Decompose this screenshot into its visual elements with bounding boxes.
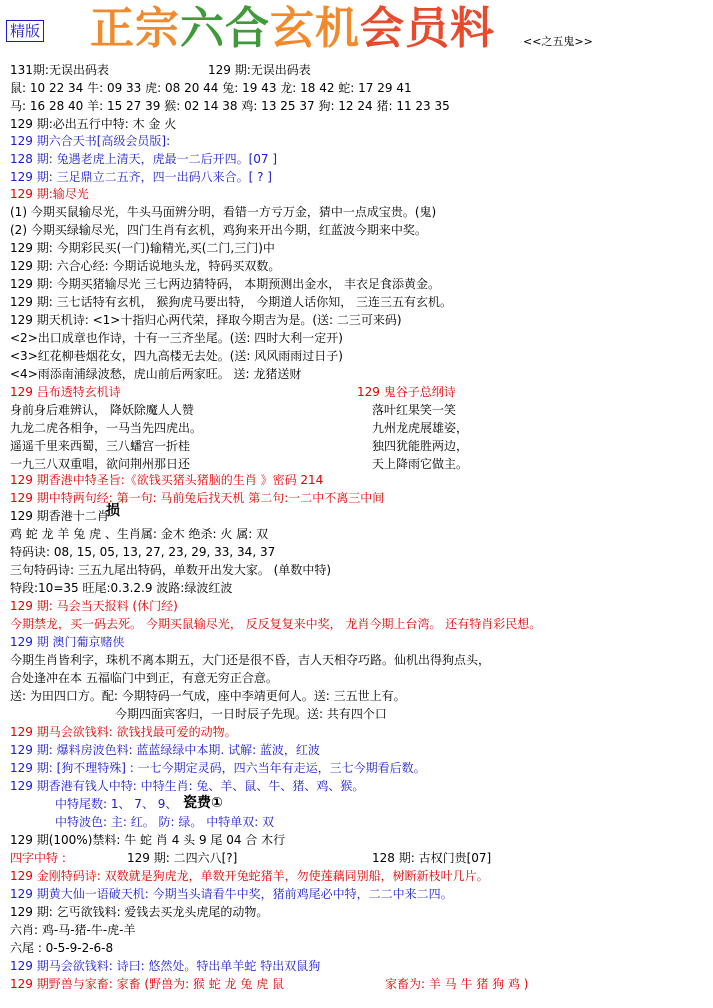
text-line-l17: <3>红花柳巷烟花女，四九高楼无去处。(送: 风风雨雨过日子) — [10, 349, 343, 363]
poem-left-title: 129 吕布透特玄机诗 — [10, 385, 121, 399]
text-line-m22c: 128 期: 古权门贵[07] — [372, 851, 492, 865]
text-line-l10: (2) 今期买绿输尽光，四门生肖有玄机，鸡狗来开出今期，红蓝波今期来中奖。 — [10, 223, 427, 237]
handwritten-mark: 瓷费① — [183, 795, 223, 811]
text-line-m12: 合处逢冲在本 五福临门中到正，有意无穷正合意。 — [10, 671, 278, 685]
text-line-m22b: 129 期: 二四六八[?] — [127, 851, 238, 865]
text-line-m04: 鸡 蛇 龙 羊 兔 虎 、生肖属: 金木 绝杀: 火 属: 双 — [10, 527, 269, 541]
poem-right-line: 独四犹能胜两边， — [372, 439, 469, 453]
text-line-m17: 129 期: [狗不理特殊] : 一七今期定灵码，四六当年有走运，三七今期看后数。 — [10, 761, 426, 775]
header — [0, 0, 713, 60]
text-line-m19: 中特尾数: 1、 7、 9、 — [55, 797, 178, 811]
text-line-l16: <2>出口成章也作诗，十有一三齐坐尾。(送: 四时大利一定开) — [10, 331, 343, 345]
text-line-m21: 129 期(100%)禁料: 牛 蛇 肖 4 头 9 尾 04 合 木行 — [10, 833, 286, 847]
text-line-m13: 送: 为田四口方。配: 今期特码一气成，座中李靖更何人。送: 三五世上有。 — [10, 689, 406, 703]
text-line-m27: 六尾 : 0-5-9-2-6-8 — [10, 941, 114, 955]
poem-left-line: 遥遥千里来西蜀，三八蟠宫一折桂 — [10, 439, 191, 453]
text-line-l11: 129 期: 今期彩民买(一门)输精光,买(二门,三门)中 — [10, 241, 275, 255]
text-line-m02: 129 期中特两句经: 第一句: 马前兔后找天机 第二句:一二中不离三中间 — [10, 491, 385, 505]
text-line-l15: 129 期天机诗: <1>十指归心两代荣，择取今期吉为是。(送: 二三可来码) — [10, 313, 402, 327]
poem-right-line: 落叶红果笑一笑 — [372, 403, 457, 417]
subtitle: <<之五鬼>> — [523, 35, 593, 48]
text-line-l01: 131期:无误出码表 — [10, 63, 109, 77]
text-line-l01b: 129 期:无误出码表 — [208, 63, 311, 77]
text-line-m18: 129 期香港有钱人中特: 中特生肖: 兔、羊、鼠、牛、猪、鸡、猴。 — [10, 779, 365, 793]
text-line-m05: 特码诀: 08, 15, 05, 13, 27, 23, 29, 33, 34, 37 — [10, 545, 276, 559]
text-line-l02: 鼠: 10 22 34 牛: 09 33 虎: 08 20 44 兔: 19 43 龙: 18 42 蛇: 17 29 41 — [10, 81, 412, 95]
text-line-l09: (1) 今期买鼠输尽光，牛头马面辨分明，看错一方亏万金，猜中一点成宝贵。(鬼) — [10, 205, 437, 219]
text-line-l03: 马: 16 28 40 羊: 15 27 39 猴: 02 14 38 鸡: 13 25 37 狗: 12 24 猪: 11 23 35 — [10, 99, 450, 113]
text-line-m26: 六肖: 鸡-马-猪-牛-虎-羊 — [10, 923, 136, 937]
text-line-l14: 129 期: 三七话特有玄机， 猴狗虎马要出特， 今期道人话你知， 三连三五有玄机。 — [10, 295, 453, 309]
handwritten-mark: 损 — [106, 503, 120, 519]
text-line-m28: 129 期马会欲钱料: 诗曰: 悠然处。特出单羊蛇 特出双鼠狗 — [10, 959, 321, 973]
text-line-m09: 今期禁龙，买一码去死。 今期买鼠输尽光， 反反复复来中奖， 龙肖今期上台湾。 还有特肖彩民想。 — [10, 617, 542, 631]
text-line-m29a: 129 期野兽与家畜: 家畜 (野兽为: 猴 蛇 龙 兔 虎 鼠 — [10, 977, 285, 991]
text-line-m23: 129 金刚特码诗: 双数就是狗虎龙，单数开兔蛇猪羊，勿使莲藕同别船，树断新枝叶几片。 — [10, 869, 489, 883]
text-line-m25: 129 期: 乞丐欲钱料: 爱钱去买龙头虎尾的动物。 — [10, 905, 269, 919]
text-line-l13: 129 期: 今期买猪输尽光 三七两边猜特码， 本期预测出金水， 丰衣足食添黄金。 — [10, 277, 441, 291]
poem-left-line: 身前身后难辨认， 降妖除魔人人赞 — [10, 403, 194, 417]
text-line-m07: 特段:10=35 旺尾:0.3.2.9 波路:绿波红波 — [10, 581, 233, 595]
edition-badge: 精版 — [6, 20, 44, 42]
text-line-m22a: 四字中特 : — [10, 851, 66, 865]
title-part-2: 六合 — [180, 3, 270, 54]
title-part-4: 会员料 — [360, 3, 495, 54]
text-line-l07: 129 期: 三足鼎立二五齐，四一出码八来合。[ ? ] — [10, 170, 272, 184]
text-line-m06: 三句特码诗: 三五九尾出特码，单数开出发大家。 (单数中特) — [10, 563, 332, 577]
title-part-1: 正宗 — [90, 3, 180, 54]
text-line-l12: 129 期: 六合心经: 今期话说地头龙，特码买双数。 — [10, 259, 281, 273]
text-line-m03: 129 期香港十二肖 — [10, 509, 109, 523]
poem-left-line: 九龙二虎各相争，一马当先四虎出。 — [10, 421, 203, 435]
poem-right-title: 129 鬼谷子总纲诗 — [357, 385, 456, 399]
text-line-m01: 129 期香港中特圣旨:《欲钱买猪头猪脑的生肖 》密码 214 — [10, 473, 324, 487]
text-line-m24: 129 期黄大仙一语破天机: 今期当头请看牛中奖，猪前鸡尾必中特，二二中来二四。 — [10, 887, 453, 901]
poem-right-line: 九州龙虎展雄姿， — [372, 421, 469, 435]
poem-left-line: 一九三八双重唱，欲问荆州那日还 — [10, 457, 191, 471]
text-line-l04: 129 期:必出五行中特: 木 金 火 — [10, 117, 177, 131]
text-line-m10: 129 期 澳门葡京赌侠 — [10, 635, 125, 649]
text-line-l05: 129 期六合天书[高级会员版]: — [10, 134, 171, 148]
text-line-m16: 129 期: 爆料房波色料: 蓝蓝绿绿中本期. 试解: 蓝波，红波 — [10, 743, 320, 757]
text-line-m15: 129 期马会欲钱料: 欲钱找最可爱的动物。 — [10, 725, 237, 739]
page-title — [90, 2, 495, 56]
poem-right-line: 天上降雨它做主。 — [372, 457, 469, 471]
text-line-m29b: 家畜为: 羊 马 牛 猪 狗 鸡 ) — [385, 977, 529, 991]
text-line-l18: <4>雨添南浦绿波愁，虎山前后两家旺。 送: 龙猪送财 — [10, 367, 302, 381]
text-line-m14: 今期四面宾客归，一日时辰子先现。送: 共有四个口 — [115, 707, 387, 721]
text-line-l06: 128 期: 兔遇老虎上清天，虎最一二后开四。[07 ] — [10, 152, 278, 166]
text-line-m08: 129 期: 马会当天报料 (休门经) — [10, 599, 178, 613]
title-part-3: 玄机 — [270, 3, 360, 54]
text-line-m20: 中特波色: 主: 红。 防: 绿。 中特单双: 双 — [55, 815, 275, 829]
text-line-l08: 129 期:输尽光 — [10, 187, 89, 201]
text-line-m11: 今期生肖皆利字，珠机不离本期五，大门还是很不昏，吉人天相夺巧路。仙机出得狗点头， — [10, 653, 491, 667]
